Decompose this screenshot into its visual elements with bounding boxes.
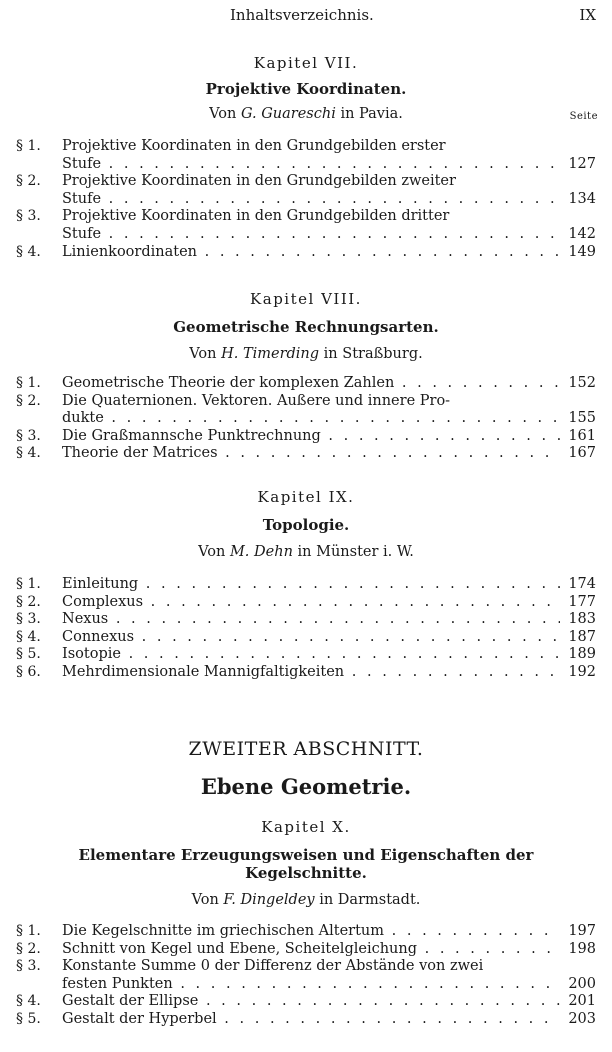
section-number: § 2.: [16, 173, 41, 190]
section-number: § 3.: [16, 427, 41, 444]
chapter-author: [0, 106, 612, 122]
section-number: § 3.: [16, 611, 41, 628]
chapter-author: [0, 346, 612, 362]
entry-page-number: 177: [568, 593, 596, 610]
running-header-title: Inhaltsverzeichnis.: [230, 6, 374, 24]
entry-page-number: 152: [568, 375, 596, 391]
entry-title-line: Stufe . . .: [62, 191, 560, 207]
section-number: § 1.: [16, 576, 41, 592]
author-prefix: Von: [198, 544, 230, 560]
entry-title-line: Stufe . . .: [62, 156, 560, 172]
entry-page-number: 161: [568, 427, 596, 444]
section-number: § 2.: [16, 940, 41, 957]
chapter-author: [0, 892, 612, 908]
entry-page-number: 142: [568, 225, 596, 242]
entry-page-number: 183: [568, 611, 596, 628]
section-number: § 4.: [16, 445, 41, 462]
section-number: § 1.: [16, 923, 41, 939]
section-number: § 3.: [16, 208, 41, 225]
author-name: H. Timerding: [221, 346, 320, 362]
author-name: G. Guareschi: [240, 106, 336, 122]
author-location: in Darmstadt.: [314, 892, 421, 908]
section-number: § 4.: [16, 993, 41, 1010]
entry-page-number: 149: [568, 243, 596, 260]
entry-title-line: Isotopie . . .: [62, 646, 560, 662]
entry-page-number: 167: [568, 445, 596, 462]
entry-title-line: Theorie der Matrices . . .: [62, 445, 560, 461]
entry-title-line: Projektive Koordinaten in den Grundgebilden erster: [62, 138, 446, 154]
entry-title-line: Mehrdimensionale Mannigfaltigkeiten . . .: [62, 664, 560, 680]
entry-title-line: Projektive Koordinaten in den Grundgebilden zweiter: [62, 173, 456, 190]
chapter-title-line: Elementare Erzeugungsweisen und Eigenschaften der: [78, 846, 534, 864]
author-prefix: Von: [209, 106, 241, 122]
entry-page-number: 189: [568, 646, 596, 663]
entry-title-line: Einleitung . . .: [62, 576, 560, 592]
section-number: § 1.: [16, 138, 41, 154]
entry-title-line: Complexus . . .: [62, 594, 560, 610]
entry-page-number: 127: [568, 155, 596, 172]
chapter-title: Projektive Koordinaten.: [205, 80, 407, 98]
entry-page-number: 134: [568, 190, 596, 207]
section-number: § 2.: [16, 392, 41, 409]
entry-title-line: Die Quaternionen. Vektoren. Äußere und innere Pro-: [62, 392, 451, 409]
entry-page-number: 203: [568, 1011, 596, 1027]
chapter-author: [0, 544, 612, 560]
chapter-title: Topologie.: [262, 516, 350, 534]
chapter-number: Kapitel VII.: [253, 54, 359, 72]
section-number: § 2.: [16, 593, 41, 610]
chapter-title-line: Kegelschnitte.: [245, 864, 367, 882]
entry-title-line: Die Kegelschnitte im griechischen Altertum . . .: [62, 923, 560, 939]
section-number: § 3.: [16, 958, 41, 975]
chapter-number: Kapitel X.: [261, 818, 351, 836]
entry-page-number: 174: [568, 576, 596, 592]
entry-title-line: Projektive Koordinaten in den Grundgebilden dritter: [62, 208, 450, 225]
section-number: § 5.: [16, 1011, 41, 1027]
author-prefix: Von: [191, 892, 224, 908]
entry-title-line: Connexus . . .: [62, 629, 560, 645]
chapter-number: Kapitel VIII.: [250, 290, 362, 308]
entry-title-line: dukte . . .: [62, 410, 560, 426]
entry-title-line: festen Punkten . . .: [62, 976, 560, 992]
entry-title-line: Geometrische Theorie der komplexen Zahlen . . .: [62, 375, 560, 391]
entry-title-line: Stufe . . .: [62, 226, 560, 242]
running-header: [0, 6, 612, 26]
seite-label: Seite: [569, 111, 598, 122]
part-title: Ebene Geometrie.: [200, 774, 412, 799]
entry-page-number: 201: [568, 993, 596, 1010]
section-number: § 4.: [16, 628, 41, 645]
author-prefix: Von: [189, 346, 222, 362]
entry-title-line: Gestalt der Ellipse . . .: [62, 993, 560, 1009]
author-name: F. Dingeldey: [223, 892, 315, 908]
section-number: § 6.: [16, 664, 41, 680]
entry-title-line: Gestalt der Hyperbel . . .: [62, 1011, 560, 1027]
entry-page-number: 192: [568, 664, 596, 680]
entry-page-number: 187: [568, 628, 596, 645]
entry-title-line: Nexus . . .: [62, 611, 560, 627]
entry-title-line: Linienkoordinaten . . .: [62, 244, 560, 260]
author-name: M. Dehn: [229, 544, 293, 560]
author-location: in Pavia.: [335, 106, 403, 122]
running-header-page-number: IX: [579, 6, 596, 24]
entry-page-number: 200: [568, 975, 596, 992]
section-number: § 4.: [16, 243, 41, 260]
chapter-number: Kapitel IX.: [257, 488, 355, 506]
entry-title-line: Die Graßmannsche Punktrechnung . . .: [62, 428, 560, 444]
part-section-heading: ZWEITER ABSCHNITT.: [188, 738, 424, 760]
entry-title-line: Schnitt von Kegel und Ebene, Scheitelgleichung . . .: [62, 941, 560, 957]
author-location: in Münster i. W.: [292, 544, 414, 560]
entry-page-number: 198: [568, 940, 596, 957]
author-location: in Straßburg.: [319, 346, 423, 362]
section-number: § 1.: [16, 375, 41, 391]
entry-title-line: Konstante Summe 0 der Differenz der Abstände von zwei: [62, 958, 484, 975]
entry-page-number: 197: [568, 923, 596, 939]
chapter-title: Geometrische Rechnungsarten.: [173, 318, 439, 336]
section-number: § 5.: [16, 646, 41, 663]
entry-page-number: 155: [568, 410, 596, 427]
